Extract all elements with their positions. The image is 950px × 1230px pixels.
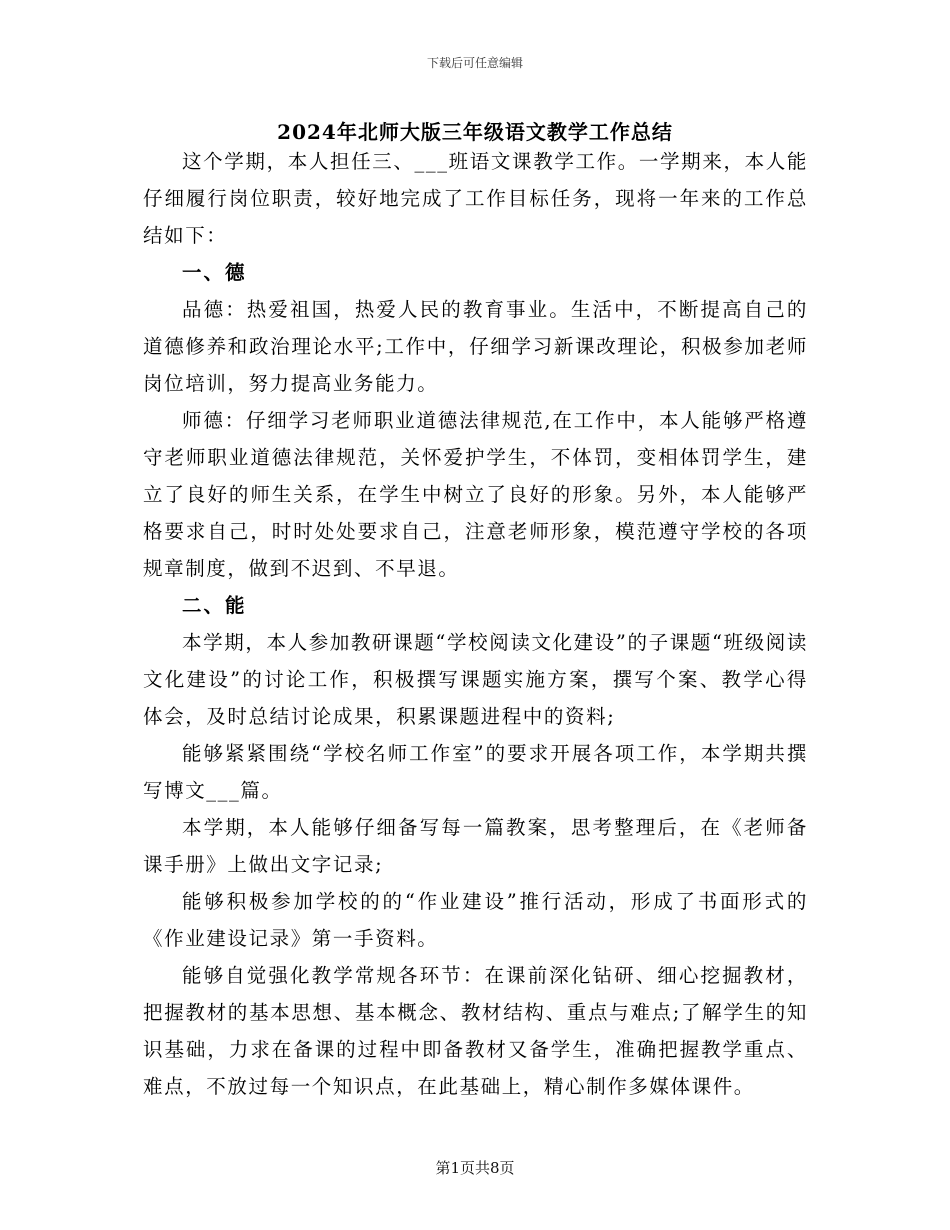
document-title: 2024年北师大版三年级语文教学工作总结 [277, 120, 673, 144]
body-paragraph: 品德：热爱祖国，热爱人民的教育事业。生活中，不断提高自己的道德修养和政治理论水平;工作中，仔细学习新课改理论，积极参加老师岗位培训，努力提高业务能力。 [143, 298, 808, 395]
body-paragraph: 师德：仔细学习老师职业道德法律规范,在工作中，本人能够严格遵守老师职业道德法律规范，关怀爱护学生，不体罚，变相体罚学生，建立了良好的师生关系，在学生中树立了良好的形象。另外，本人能够严格要求自己，时时处处要求自己，注意老师形象，模范遵守学校的各项规章制度，做到不迟到、不早退。 [143, 409, 808, 580]
body-paragraph: 这个学期，本人担任三、___班语文课教学工作。一学期来，本人能仔细履行岗位职责，较好地完成了工作目标任务，现将一年来的工作总结如下： [143, 150, 808, 247]
body-paragraph: 本学期，本人能够仔细备写每一篇教案，思考整理后，在《老师备课手册》上做出文字记录; [143, 816, 808, 876]
page-header: 下载后可任意编辑 [426, 56, 523, 70]
body-paragraph: 能够紧紧围绕“学校名师工作室”的要求开展各项工作，本学期共撰写博文___篇。 [143, 742, 808, 802]
body-paragraph: 能够自觉强化教学常规各环节：在课前深化钻研、细心挖掘教材，把握教材的基本思想、基本概念、教材结构、重点与难点;了解学生的知识基础，力求在备课的过程中即备教材又备学生，准确把握教学重点、难点，不放过每一个知识点，在此基础上，精心制作多媒体课件。 [143, 964, 808, 1098]
page-footer: 第1页共8页 [435, 1159, 515, 1177]
section-heading: 一、德 [182, 261, 247, 284]
body-paragraph: 能够积极参加学校的的“作业建设”推行活动，形成了书面形式的《作业建设记录》第一手资料。 [143, 890, 808, 950]
body-paragraph: 本学期，本人参加教研课题“学校阅读文化建设”的子课题“班级阅读文化建设”的讨论工作，积极撰写课题实施方案，撰写个案、教学心得体会，及时总结讨论成果，积累课题进程中的资料; [143, 631, 808, 728]
document-body [143, 143, 808, 1105]
section-heading: 二、能 [182, 594, 247, 617]
